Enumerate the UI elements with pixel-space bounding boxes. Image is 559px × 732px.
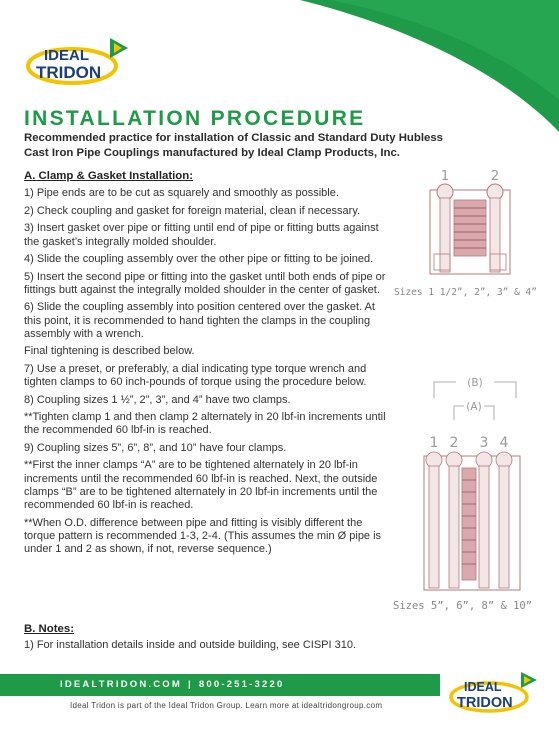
step-3: 3) Insert gasket over pipe or fitting until end of pipe or fitting butts against the gasket’s integrally molded shoulder.: [24, 222, 379, 248]
step-4: 4) Slide the coupling assembly over the other pipe or fitting to be joined.: [24, 253, 374, 266]
logo-text-ideal: IDEAL: [44, 47, 89, 64]
step-6: 6) Slide the coupling assembly into position centered over the gasket. At this point, it is recommended to hand tighten the clamps in the coupling assembly with a wrench.: [24, 301, 375, 340]
procedure-body: [24, 170, 394, 561]
step-8: 8) Coupling sizes 1 ½”, 2”, 3”, and 4” have two clamps.: [24, 393, 291, 406]
page-subtitle: Recommended practice for installation of Classic and Standard Duty Hubless Cast Iron Pipe Couplings manufactured by Ideal Clamp Products, Inc.: [24, 132, 444, 159]
ideal-tridon-logo[interactable]: [24, 36, 140, 86]
large-diagram-caption: Sizes 5”, 6”, 8” & 10”: [393, 600, 533, 612]
step-5: 5) Insert the second pipe or fitting into the gasket until both ends of pipe or fittings butt against the integrally molded shoulder in the center of gasket.: [24, 270, 386, 296]
four-clamp-coupling-diagram: [420, 372, 530, 594]
final-tightening-note: Final tightening is described below.: [24, 345, 195, 358]
two-clamp-coupling-diagram: [420, 168, 520, 278]
step-7: 7) Use a preset, or preferably, a dial indicating type torque wrench and tighten clamps to 60 inch-pounds of torque using the procedure below.: [24, 362, 367, 389]
group-b-label: (B): [467, 377, 483, 389]
footer-bar: [0, 674, 440, 696]
footer-logo-text-tridon: TRIDON: [457, 695, 513, 711]
page-title: INSTALLATION PROCEDURE: [24, 107, 366, 130]
step-2: 2) Check coupling and gasket for foreign material, clean if necessary.: [24, 204, 361, 217]
footer-website[interactable]: IDEALTRIDON.COM: [60, 679, 183, 690]
step-1: 1) Pipe ends are to be cut as squarely and smoothly as possible.: [24, 187, 339, 200]
logo-text-tridon: TRIDON: [36, 63, 102, 82]
logo-mark: [24, 36, 140, 86]
small-diagram-caption: Sizes 1 1/2”, 2”, 3” & 4”: [394, 287, 537, 298]
section-a-heading: A. Clamp & Gasket Installation:: [24, 170, 193, 182]
footer-note: Ideal Tridon is part of the Ideal Tridon Group. Learn more at idealtridongroup.com: [70, 701, 383, 710]
clamp-label-1: 1: [440, 169, 450, 184]
notes-heading: B. Notes:: [24, 623, 74, 635]
footer-logo[interactable]: [447, 670, 543, 714]
footer-logo-text-ideal: IDEAL: [464, 680, 502, 694]
step-8-note: **Tighten clamp 1 and then clamp 2 alternately in 20 lbf-in increments until the recommended 60 lbf-in is reached.: [24, 411, 386, 437]
footer-logo-mark: [447, 670, 543, 714]
group-a-label: (A): [466, 401, 482, 413]
footer-phone[interactable]: 800-251-3220: [198, 679, 285, 690]
clamp-label-4: 4: [499, 435, 509, 451]
clamp-label-1: 1: [429, 435, 439, 451]
notes-item: 1) For installation details inside and outside building, see CISPI 310.: [24, 639, 357, 651]
clamp-label-2: 2: [490, 169, 500, 184]
footer-separator: |: [188, 679, 193, 690]
clamp-label-2: 2: [449, 435, 459, 451]
step-9-note: **First the inner clamps “A” are to be tightened alternately in 20 lbf-in increments until the recommended 60 lbf-in is reached. Next, the outside clamps “B” are to be tightened alternately in 20 lbf-in increments until the recommended 60 lbf-in is reached.: [24, 459, 378, 512]
step-9: 9) Coupling sizes 5”, 6”, 8”, and 10” have four clamps.: [24, 441, 287, 454]
od-difference-note: **When O.D. difference between pipe and fitting is visibly different the torque pattern is recommended 1-3, 2-4. (This assumes the min Ø pipe is under 1 and 2 as shown, if not, reverse sequence.): [24, 516, 382, 556]
clamp-label-3: 3: [479, 435, 489, 451]
